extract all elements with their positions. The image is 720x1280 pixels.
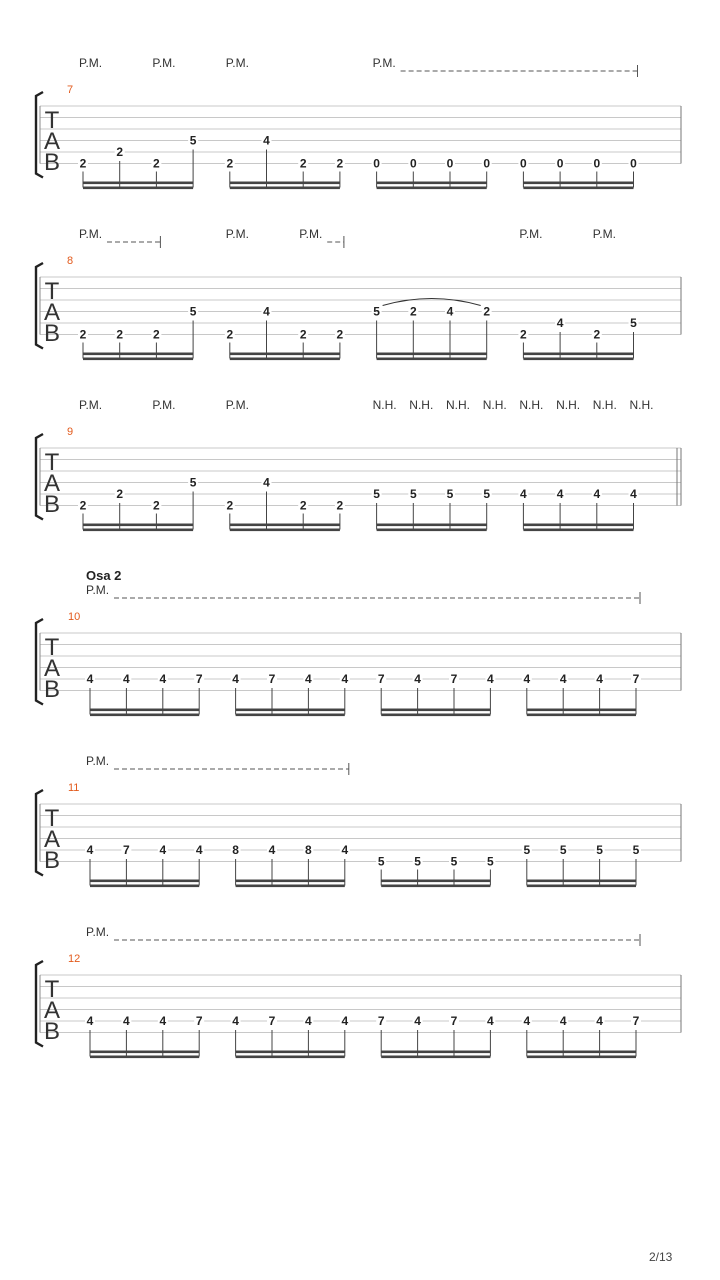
beam-secondary <box>377 529 487 532</box>
fret-number: 4 <box>86 843 94 857</box>
fret-number: 5 <box>189 133 197 148</box>
fret-number: 4 <box>523 1014 531 1028</box>
beam-secondary <box>230 529 340 532</box>
beam-secondary <box>523 529 633 532</box>
fret-number: 0 <box>483 156 491 171</box>
tab-clef-letter: T <box>44 805 60 832</box>
fret-number: 8 <box>305 843 312 857</box>
fret-number: 2 <box>299 498 307 513</box>
fret-number: 4 <box>559 1014 567 1028</box>
pm-marker: P.M. <box>152 56 176 70</box>
fret-number: 2 <box>79 156 87 171</box>
fret-number: 4 <box>596 672 603 686</box>
fret-number: 4 <box>414 672 421 686</box>
beam-primary <box>90 880 199 883</box>
tab-clef-letter: A <box>43 997 61 1024</box>
tab-clef-letter: T <box>44 107 60 134</box>
fret-number: 4 <box>523 672 531 686</box>
pm-marker: P.M. <box>225 227 249 241</box>
nh-marker: N.H. <box>592 398 617 412</box>
fret-number: 7 <box>632 1014 640 1028</box>
beam-secondary <box>527 885 636 888</box>
fret-number: 4 <box>414 1014 421 1028</box>
beam-primary <box>523 182 633 185</box>
beam-primary <box>377 353 487 356</box>
beam-primary <box>381 709 490 712</box>
pm-marker: P.M. <box>79 227 103 241</box>
system-12 <box>36 925 681 1058</box>
measure-number: 8 <box>67 255 74 267</box>
system-9 <box>36 398 681 531</box>
fret-number: 2 <box>483 304 491 319</box>
fret-number: 7 <box>632 672 640 686</box>
beam-primary <box>523 524 633 527</box>
fret-number: 2 <box>79 498 87 513</box>
fret-number: 5 <box>409 487 417 501</box>
beam-secondary <box>236 885 345 888</box>
fret-number: 7 <box>377 1014 385 1028</box>
tab-clef-letter: T <box>44 278 60 305</box>
fret-number: 2 <box>153 498 160 513</box>
beam-secondary <box>83 529 193 532</box>
fret-number: 4 <box>520 487 527 501</box>
tab-clef-letter: B <box>43 149 61 176</box>
pm-marker: P.M. <box>86 754 110 768</box>
beam-primary <box>230 524 340 527</box>
fret-number: 2 <box>520 327 527 342</box>
measure-number: 11 <box>68 782 80 794</box>
tab-clef-letter: A <box>43 826 61 853</box>
beam-secondary <box>381 885 490 888</box>
fret-number: 0 <box>373 156 380 171</box>
fret-number: 2 <box>153 327 160 342</box>
beam-primary <box>230 353 340 356</box>
section-title: Osa 2 <box>86 568 122 583</box>
beam-primary <box>381 880 490 883</box>
beam-primary <box>381 1051 490 1054</box>
nh-marker: N.H. <box>409 398 434 412</box>
fret-number: 2 <box>336 156 344 171</box>
beam-secondary <box>236 714 345 717</box>
fret-number: 0 <box>409 156 417 171</box>
beam-primary <box>377 182 487 185</box>
beam-primary <box>527 709 636 712</box>
fret-number: 2 <box>336 498 344 513</box>
beam-secondary <box>527 714 636 717</box>
pm-marker: P.M. <box>79 398 103 412</box>
fret-number: 7 <box>450 672 458 686</box>
fret-number: 7 <box>268 672 276 686</box>
fret-number: 4 <box>263 133 270 148</box>
tab-clef-letter: B <box>43 847 61 874</box>
pm-marker: P.M. <box>225 56 249 70</box>
measure-number: 7 <box>67 84 74 96</box>
beam-primary <box>90 709 199 712</box>
fret-number: 2 <box>336 327 344 342</box>
beam-primary <box>377 524 487 527</box>
beam-primary <box>527 1051 636 1054</box>
tab-clef-letter: T <box>44 449 60 476</box>
beam-primary <box>236 709 345 712</box>
beam-primary <box>236 1051 345 1054</box>
tab-clef-letter: B <box>43 491 61 518</box>
fret-number: 4 <box>86 672 94 686</box>
pm-marker: P.M. <box>86 925 110 939</box>
beam-primary <box>83 353 193 356</box>
beam-primary <box>523 353 633 356</box>
fret-number: 5 <box>559 843 567 857</box>
beam-primary <box>527 880 636 883</box>
fret-number: 5 <box>632 843 640 857</box>
fret-number: 4 <box>232 672 239 686</box>
nh-marker: N.H. <box>372 398 397 412</box>
fret-number: 7 <box>377 672 385 686</box>
tab-clef-letter: A <box>43 128 61 155</box>
fret-number: 0 <box>520 156 527 171</box>
fret-number: 4 <box>268 843 276 857</box>
fret-number: 2 <box>299 327 307 342</box>
beam-secondary <box>230 187 340 190</box>
measure-number: 9 <box>67 426 74 438</box>
measure-number: 12 <box>68 953 81 965</box>
nh-marker: N.H. <box>446 398 470 412</box>
beam-secondary <box>83 358 193 361</box>
fret-number: 4 <box>159 843 167 857</box>
fret-number: 4 <box>263 304 270 319</box>
fret-number: 4 <box>556 316 564 330</box>
beam-secondary <box>236 1056 345 1059</box>
nh-marker: N.H. <box>629 398 654 412</box>
fret-number: 7 <box>195 1014 203 1028</box>
beam-secondary <box>90 714 199 717</box>
fret-number: 4 <box>630 487 637 501</box>
beam-secondary <box>90 885 199 888</box>
fret-number: 4 <box>159 1014 167 1028</box>
system-11 <box>36 754 681 887</box>
fret-number: 4 <box>159 672 167 686</box>
fret-number: 5 <box>483 487 491 501</box>
beam-primary <box>83 524 193 527</box>
fret-number: 7 <box>450 1014 458 1028</box>
fret-number: 4 <box>487 1014 494 1028</box>
fret-number: 4 <box>556 487 564 501</box>
system-8 <box>36 227 681 360</box>
fret-number: 2 <box>116 145 124 159</box>
fret-number: 7 <box>268 1014 276 1028</box>
fret-number: 5 <box>377 854 385 869</box>
beam-secondary <box>83 187 193 190</box>
fret-number: 4 <box>232 1014 239 1028</box>
pm-marker: P.M. <box>519 227 543 241</box>
beam-secondary <box>381 1056 490 1059</box>
fret-number: 5 <box>373 487 380 501</box>
nh-marker: N.H. <box>556 398 581 412</box>
fret-number: 2 <box>409 304 417 319</box>
beam-secondary <box>90 1056 199 1059</box>
fret-number: 2 <box>226 156 234 171</box>
fret-number: 4 <box>596 1014 603 1028</box>
pm-marker: P.M. <box>372 56 396 70</box>
fret-number: 4 <box>305 1014 312 1028</box>
fret-number: 5 <box>630 316 637 330</box>
fret-number: 7 <box>195 672 203 686</box>
fret-number: 5 <box>446 487 454 501</box>
page-number: 2/13 <box>649 1250 673 1264</box>
fret-number: 4 <box>559 672 567 686</box>
fret-number: 2 <box>116 487 124 501</box>
fret-number: 4 <box>446 304 454 319</box>
tab-clef-letter: B <box>43 676 61 703</box>
fret-number: 0 <box>630 156 637 171</box>
nh-marker: N.H. <box>519 398 544 412</box>
fret-number: 2 <box>226 498 234 513</box>
fret-number: 4 <box>593 487 601 501</box>
tab-clef-letter: B <box>43 320 61 347</box>
beam-secondary <box>527 1056 636 1059</box>
fret-number: 2 <box>226 327 234 342</box>
fret-number: 4 <box>123 1014 130 1028</box>
system-10 <box>36 568 681 716</box>
beam-primary <box>236 880 345 883</box>
pm-marker: P.M. <box>225 398 249 412</box>
fret-number: 7 <box>123 843 130 857</box>
fret-number: 0 <box>593 156 601 171</box>
beam-secondary <box>377 187 487 190</box>
fret-number: 2 <box>79 327 87 342</box>
beam-secondary <box>523 187 633 190</box>
fret-number: 4 <box>123 672 130 686</box>
system-7 <box>36 56 681 189</box>
fret-number: 4 <box>341 843 349 857</box>
fret-number: 4 <box>86 1014 94 1028</box>
fret-number: 4 <box>341 1014 349 1028</box>
beam-primary <box>83 182 193 185</box>
beam-secondary <box>377 358 487 361</box>
tab-clef-letter: T <box>44 634 60 661</box>
fret-number: 2 <box>153 156 160 171</box>
fret-number: 4 <box>263 475 270 490</box>
fret-number: 0 <box>446 156 454 171</box>
fret-number: 2 <box>116 327 124 342</box>
measure-number: 10 <box>68 611 81 623</box>
beam-primary <box>90 1051 199 1054</box>
fret-number: 4 <box>487 672 494 686</box>
fret-number: 5 <box>487 854 494 869</box>
tab-clef-letter: A <box>43 299 61 326</box>
tab-clef-letter: A <box>43 470 61 497</box>
beam-primary <box>230 182 340 185</box>
fret-number: 5 <box>596 843 603 857</box>
fret-number: 2 <box>299 156 307 171</box>
beam-secondary <box>381 714 490 717</box>
pm-marker: P.M. <box>299 227 323 241</box>
fret-number: 5 <box>414 854 421 869</box>
fret-number: 5 <box>450 854 458 869</box>
pm-marker: P.M. <box>79 56 103 70</box>
tab-clef-letter: T <box>44 976 60 1003</box>
beam-secondary <box>230 358 340 361</box>
fret-number: 4 <box>305 672 312 686</box>
fret-number: 0 <box>556 156 564 171</box>
fret-number: 5 <box>523 843 531 857</box>
fret-number: 4 <box>341 672 349 686</box>
fret-number: 5 <box>189 475 197 490</box>
pm-marker: P.M. <box>86 583 110 597</box>
fret-number: 8 <box>232 843 239 857</box>
fret-number: 5 <box>373 304 380 319</box>
fret-number: 4 <box>195 843 203 857</box>
tab-clef-letter: B <box>43 1018 61 1045</box>
beam-secondary <box>523 358 633 361</box>
nh-marker: N.H. <box>482 398 507 412</box>
pm-marker: P.M. <box>152 398 176 412</box>
fret-number: 2 <box>593 327 601 342</box>
pm-marker: P.M. <box>592 227 616 241</box>
tab-clef-letter: A <box>43 655 61 682</box>
fret-number: 5 <box>189 304 197 319</box>
